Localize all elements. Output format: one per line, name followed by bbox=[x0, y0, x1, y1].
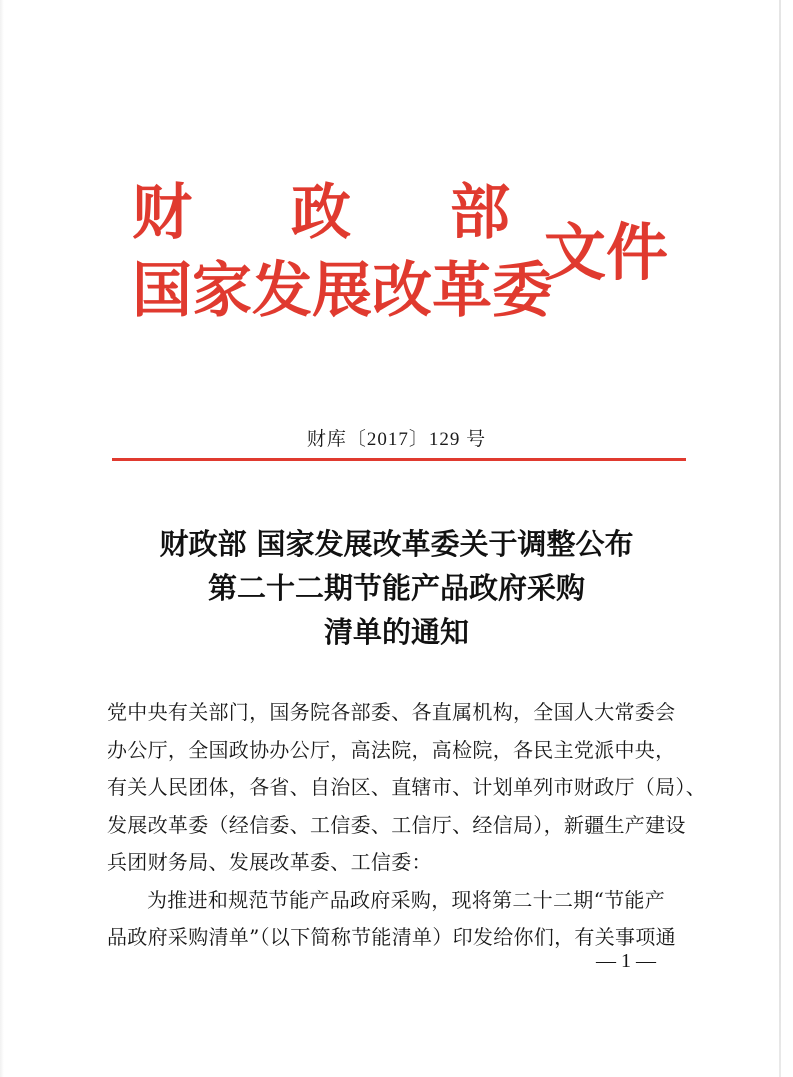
org-ndrc: 国家发展改革委 bbox=[132, 256, 552, 326]
addressee-line: 兵团财务局、发展改革委、工信委： bbox=[107, 850, 432, 874]
red-divider bbox=[112, 458, 686, 461]
addressee-line: 办公厅，全国政协办公厅，高法院，高检院，各民主党派中央， bbox=[107, 737, 676, 762]
title-line: 财政部 国家发展改革委关于调整公布 bbox=[159, 527, 634, 561]
document-label: 文件 bbox=[544, 216, 669, 289]
org-char: 政 bbox=[291, 178, 351, 248]
document-title bbox=[0, 522, 793, 654]
body-text bbox=[107, 694, 706, 957]
document-number: 财库〔2017〕129 号 bbox=[306, 429, 487, 450]
issuing-organizations bbox=[132, 175, 552, 329]
org-ministry-of-finance bbox=[132, 175, 510, 251]
paragraph-line: 为推进和规范节能产品政府采购，现将第二十二期“节能产 bbox=[147, 887, 666, 912]
addressee-line: 发展改革委（经信委、工信委、工信厅、经信局），新疆生产建设 bbox=[107, 812, 686, 837]
org-char: 部 bbox=[450, 178, 510, 248]
addressee-line: 有关人民团体，各省、自治区、直辖市、计划单列市财政厅（局）、 bbox=[107, 775, 706, 799]
paragraph-line: 品政府采购清单”（以下简称节能清单）印发给你们，有关事项通 bbox=[107, 925, 676, 949]
title-line: 第二十二期节能产品政府采购 bbox=[207, 571, 585, 605]
title-line: 清单的通知 bbox=[323, 615, 469, 649]
org-char: 财 bbox=[132, 178, 192, 248]
addressee-line: 党中央有关部门，国务院各部委、各直属机构，全国人大常委会 bbox=[107, 700, 676, 724]
page-number: — 1 — bbox=[596, 950, 656, 972]
